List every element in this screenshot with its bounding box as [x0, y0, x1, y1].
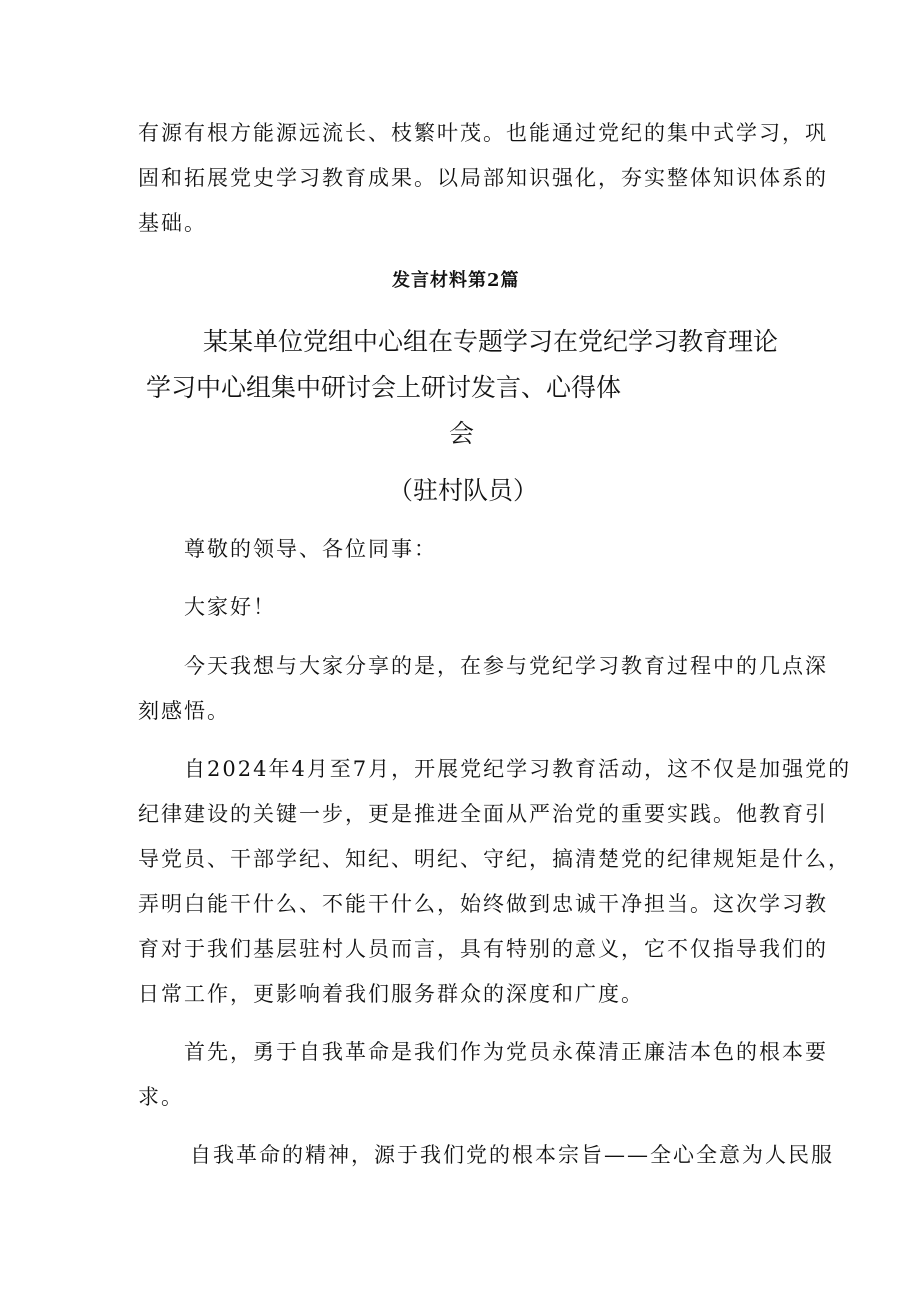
document-subtitle: （驻村队员） [388, 476, 539, 505]
paragraph-line: 刻感悟。 [138, 699, 230, 723]
paragraph-line: 导党员、干部学纪、知纪、明纪、守纪，搞清楚党的纪律规矩是什么， [138, 847, 851, 871]
paragraph-line: 首先，勇于自我革命是我们作为党员永葆清正廉洁本色的根本要 [184, 1040, 828, 1064]
paragraph-line: 自我革命的精神，源于我们党的根本宗旨——全心全意为人民服 [190, 1143, 834, 1167]
paragraph-line: 日常工作，更影响着我们服务群众的深度和广度。 [138, 982, 644, 1006]
paragraph-line: 弄明白能干什么、不能干什么，始终做到忠诚干净担当。这次学习教 [138, 892, 828, 916]
title-line: 某某单位党组中心组在专题学习在党纪学习教育理论 [203, 327, 779, 356]
paragraph-line: 育对于我们基层驻村人员而言，具有特别的意义，它不仅指导我们的 [138, 937, 828, 961]
title-line: 学习中心组集中研讨会上研讨发言、心得体 [146, 373, 622, 402]
paragraph-line: 自2024年4月至7月，开展党纪学习教育活动，这不仅是加强党的 [184, 757, 852, 781]
paragraph-line: 有源有根方能源远流长、枝繁叶茂。也能通过党纪的集中式学习，巩 [138, 121, 828, 145]
paragraph-line: 求。 [138, 1085, 184, 1109]
paragraph-line: 纪律建设的关键一步，更是推进全面从严治党的重要实践。他教育引 [138, 802, 828, 826]
greeting: 大家好！ [184, 595, 276, 619]
salutation: 尊敬的领导、各位同事： [184, 537, 437, 561]
title-line: 会 [449, 419, 475, 448]
paragraph-line: 基础。 [138, 211, 207, 235]
section-heading: 发言材料第2篇 [392, 270, 520, 291]
paragraph-line: 今天我想与大家分享的是，在参与党纪学习教育过程中的几点深 [184, 654, 828, 678]
paragraph-line: 固和拓展党史学习教育成果。以局部知识强化，夯实整体知识体系的 [138, 166, 828, 190]
